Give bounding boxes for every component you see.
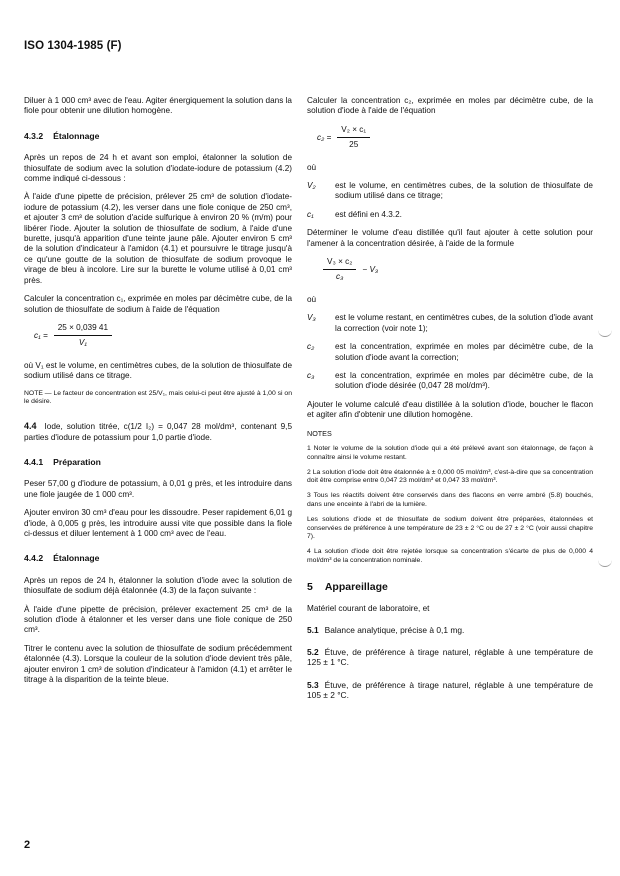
section-5-3: 5.3 Étuve, de préférence à tirage naturel, réglable à une température de 105 ± 2 °C. bbox=[307, 679, 593, 701]
document-header: ISO 1304-1985 (F) bbox=[24, 40, 122, 52]
definition-c3: c₃ est la concentration, exprimée en moles par décimètre cube, de la solution d'iode désirée (0,047 28 mol/dm³). bbox=[307, 370, 593, 391]
intro-paragraph: Diluer à 1 000 cm³ avec de l'eau. Agiter énergiquement la solution dans la fiole pour obtenir une dilution homogène. bbox=[24, 96, 292, 116]
note-3-continued: Les solutions d'iode et de thiosulfate de sodium doivent être préparées, étalonnées et conservées de préférence à une température de 23 ± 2 °C ou de 27 ± 2 °C (voir aussi chapitre 7). bbox=[307, 515, 593, 541]
note-2: 2 La solution d'iode doit être étalonnée à ± 0,000 05 mol/dm³, c'est-à-dire que sa concentration doit être comprise entre 0,047 23 mol/dm³ et 0,047 33 mol/dm³. bbox=[307, 468, 593, 485]
section-5-1: 5.1 Balance analytique, précise à 0,1 mg. bbox=[307, 624, 465, 635]
paragraph: À l'aide d'une pipette de précision, prélever 25 cm³ de solution d'iodate-iodure de potassium (4.2), les verser dans une fiole conique de 250 cm³, et ajouter 3 cm³ de solution d'acide sulfurique à environ 20 % (m/m) pour libérer l'iode. Ajouter la solution de thiosulfate de sodium, à l'aide d'une burette, jusqu'à apparition d'une teinte jaune pâle. Ajouter environ 5 cm³ de la solution d'indicateur à l'amidon (4.1) et poursuivre le titrage jusqu'à ce qu'une goutte de la solution de thiosulfate de sodium provoque le virage de bleu à incolore. Lire sur la burette le volume utilisé à 0,01 cm³ près. bbox=[24, 192, 292, 285]
left-column bbox=[24, 96, 292, 693]
formula-c2: c₂ = $\frac{\text{V₂ × c₁}}{25}$ bbox=[317, 125, 593, 151]
notes-title: NOTES bbox=[307, 428, 332, 438]
ou-label: où bbox=[307, 162, 317, 172]
note-1: 1 Noter le volume de la solution d'iode qui a été prélevé avant son étalonnage, de façon à connaître ainsi le volume restant. bbox=[307, 444, 593, 461]
right-column bbox=[307, 96, 593, 713]
paragraph: À l'aide d'une pipette de précision, prélever exactement 25 cm³ de la solution d'iode à étalonner et les verser dans une fiole conique de 250 cm³. bbox=[24, 604, 292, 635]
paragraph: Après un repos de 24 h, étalonner la solution d'iode avec la solution de thiosulfate de sodium déjà étalonnée (4.3) de la façon suivante : bbox=[24, 575, 292, 596]
paragraph: Ajouter le volume calculé d'eau distillée à la solution d'iode, boucher le flacon et agiter afin d'obtenir une dilution homogène. bbox=[307, 399, 593, 420]
section-4-4-1-heading: 4.4.1 Préparation bbox=[24, 456, 101, 467]
margin-mark bbox=[598, 560, 612, 567]
paragraph: Calculer la concentration c₂, exprimée en moles par décimètre cube, de la solution d'iode à l'aide de l'équation bbox=[307, 96, 593, 116]
section-5-heading: 5 Appareillage bbox=[307, 580, 388, 593]
paragraph: Déterminer le volume d'eau distillée qu'il faut ajouter à cette solution pour l'amener à la concentration désirée, à l'aide de la formule bbox=[307, 228, 593, 248]
ou-label: où bbox=[307, 294, 317, 304]
paragraph: Matériel courant de laboratoire, et bbox=[307, 604, 430, 614]
definition-c1: c₁ est défini en 4.3.2. bbox=[307, 209, 402, 219]
paragraph: où V₁ est le volume, en centimètres cubes, de la solution de thiosulfate de sodium utilisé dans ce titrage. bbox=[24, 360, 292, 381]
note-4: 4 La solution d'iode doit être rejetée lorsque sa concentration s'écarte de plus de 0,000 4 mol/dm³ de la concentration nominale. bbox=[307, 548, 593, 564]
paragraph: Titrer le contenu avec la solution de thiosulfate de sodium précédemment étalonnée (4.3). Lorsque la couleur de la solution d'iode devient très pâle, ajouter environ 1 cm³ de solution d'indicateur à l'amidon (4.1) et arrêter le titrage à la disparition de la teinte bleue. bbox=[24, 643, 292, 685]
page-number: 2 bbox=[24, 839, 31, 851]
definition-v2: V₂ est le volume, en centimètres cubes, de la solution de thiosulfate de sodium utilisé dans ce titrage; bbox=[307, 181, 593, 201]
paragraph: Après un repos de 24 h et avant son emploi, étalonner la solution de thiosulfate de sodium avec la solution d'iodate-iodure de potassium (4.2) comme indiqué ci-dessous : bbox=[24, 153, 292, 184]
paragraph: Ajouter environ 30 cm³ d'eau pour les dissoudre. Peser rapidement 6,01 g d'iode, à 0,005 g près, les introduire aussi vite que possible dans la fiole ci-dessus et diluer lentement à 1 000 cm³ avec de l'eau. bbox=[24, 508, 292, 538]
paragraph: Peser 57,00 g d'iodure de potassium, à 0,01 g près, et les introduire dans une fiole jaugée de 1 000 cm³. bbox=[24, 479, 292, 499]
note-3: 3 Tous les réactifs doivent être conservés dans des flacons en verre ambré (5.8) bouchés, dans une enceinte à l'abri de la lumière. bbox=[307, 492, 593, 508]
formula-volume: $\frac{\text{V₃ × c₂}}{\text{c₃}}$ − V₃ bbox=[317, 257, 593, 283]
section-4-4: 4.4 Iode, solution titrée, c(1/2 I₂) = 0,047 28 mol/dm³, contenant 9,5 parties d'iodure de potassium pour 1,0 partie d'iode. bbox=[24, 421, 292, 442]
note: NOTE — Le facteur de concentration est 25/V₁, mais celui-ci peut être ajusté à 1,00 si on le désire. bbox=[24, 389, 292, 406]
paragraph: Calculer la concentration c₁, exprimée en moles par décimètre cube, de la solution de thiosulfate de sodium à l'aide de l'équation bbox=[24, 294, 292, 314]
margin-mark bbox=[598, 330, 612, 337]
section-4-4-2-heading: 4.4.2 Étalonnage bbox=[24, 553, 100, 564]
formula-c1: c₁ = $\frac{25 \times 0,039 41}{\text{V₁}}$ bbox=[34, 323, 292, 349]
definition-c2: c₂ est la concentration, exprimée en moles par décimètre cube, de la solution d'iode avant la correction; bbox=[307, 342, 593, 362]
section-5-2: 5.2 Étuve, de préférence à tirage naturel, réglable à une température de 125 ± 1 °C. bbox=[307, 646, 593, 668]
definition-v3: V₃ est le volume restant, en centimètres cubes, de la solution d'iode avant la correction (voir note 1); bbox=[307, 313, 593, 333]
section-4-3-2-heading: 4.3.2 Étalonnage bbox=[24, 130, 100, 141]
